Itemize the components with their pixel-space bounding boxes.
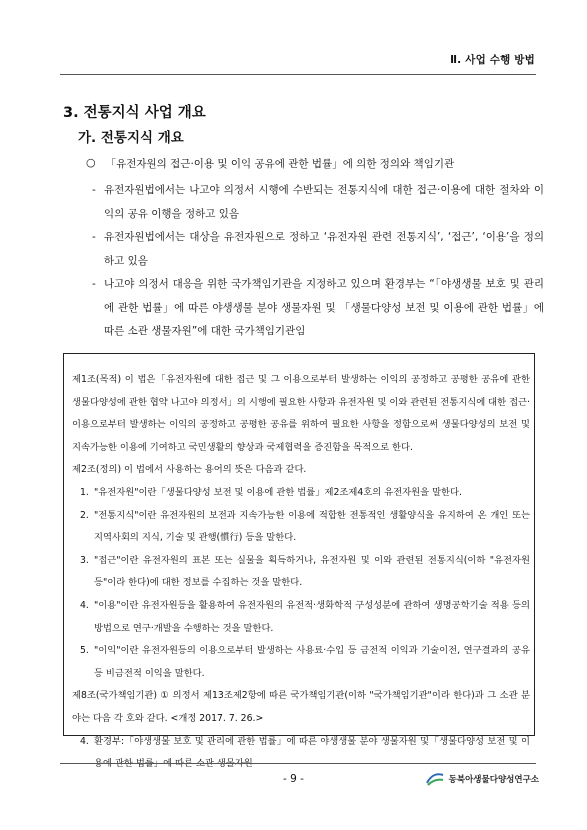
list-item [92, 179, 544, 226]
definition-number: 2. [80, 509, 89, 521]
definition-text: "접근"이란 유전자원의 표본 또는 실물을 획득하거나, 유전자원 및 이와 관련된 전통지식(이하 "유전자원등"이라 한다)에 대한 정보를 수집하는 것을 말한다. [94, 554, 530, 589]
intro-bullet [86, 156, 547, 171]
list-item [92, 226, 544, 273]
page-number: - 9 - [283, 773, 304, 785]
dash-bullet: - [92, 184, 96, 196]
org-logo-icon [425, 771, 445, 787]
article-8-item [72, 731, 530, 776]
definition-text: "이익"이란 유전자원등의 이용으로부터 발생하는 사용료·수입 등 금전적 이익과 기술이전, 연구결과의 공유 등 비금전적 이익을 말한다. [94, 645, 530, 679]
dash-list [92, 179, 544, 344]
article-2: 제2조(정의) 이 법에서 사용하는 용어의 뜻은 다음과 같다. [72, 464, 307, 476]
dash-bullet: - [92, 278, 96, 290]
definition-item [72, 505, 530, 550]
law-excerpt [72, 369, 530, 776]
definition-item [72, 482, 530, 505]
definition-number: 4. [80, 735, 89, 747]
list-item [92, 273, 544, 344]
intro-text: 「유전자원의 접근·이용 및 이익 공유에 관한 법률」에 의한 정의와 책임기관 [105, 158, 455, 170]
article-8: 제8조(국가책임기관) ① 의정서 제13조제2항에 따른 국가책임기관(이하 "국가책임기관"이라 한다)과 그 소관 분야는 다음 각 호와 같다. <개정 2017. 7. 26.> [72, 690, 530, 724]
section-heading: 3. 전통지식 사업 개요 [63, 105, 206, 121]
org-name: 동북아생물다양성연구소 [448, 775, 539, 785]
circle-bullet-icon: ○ [86, 156, 96, 169]
definition-number: 5. [80, 645, 89, 657]
list-item-text: 유전자원법에서는 대상을 유전자원으로 정하고 ‘유전자원 관련 전통지식’, ‘접근’, ‘이용’을 정의하고 있음 [104, 231, 544, 267]
article-1: 제1조(목적) 이 법은「유전자원에 대한 접근 및 그 이용으로부터 발생하는 이익의 공정하고 공평한 공유에 관한 생물다양성에 관한 협약 나고야 의정서」의 시행에 필요한 사항과 유전자원 및 이와 관련된 전통지식에 대한 접근·이용으로부터 발생하는 이익의 공정하고 공평한 공유를 위하여 필요한 사항을 정함으로써 생물다양성의 보전 및 지속가능한 이용에 기여하고 국민생활의 향상과 국제협력을 증진함을 목적으로 한다. [72, 374, 530, 453]
definition-number: 3. [80, 554, 89, 566]
subsection-heading: 가. 전통지식 개요 [78, 130, 184, 146]
definition-text: "유전자원"이란「생물다양성 보전 및 이용에 관한 법률」제2조제4호의 유전자원을 말한다. [94, 486, 462, 498]
definition-number: 4. [80, 599, 89, 611]
header-rule [60, 74, 536, 75]
list-item-text: 나고야 의정서 대응을 위한 국가책임기관을 지정하고 있으며 환경부는 “「야생생물 보호 및 관리에 관한 법률」에 따른 야생생물 분야 생물자원 및 「생물다양성 보전 및 이용에 관한 법률」에 따른 소관 생물자원”에 대한 국가책임기관임 [104, 278, 544, 337]
definition-text: "전통지식"이란 유전자원의 보전과 지속가능한 이용에 적합한 전통적인 생활양식을 유지하여 온 개인 또는 지역사회의 지식, 기술 및 관행(慣行) 등을 말한다. [94, 509, 530, 544]
footer-org [425, 771, 539, 787]
header-section-title: Ⅱ. 사업 수행 방법 [450, 54, 535, 66]
definition-item [72, 550, 530, 595]
footer-rule [60, 763, 536, 764]
definition-number: 1. [80, 486, 89, 498]
dash-bullet: - [92, 231, 96, 243]
definition-item [72, 640, 530, 685]
definition-text: 환경부:「야생생물 보호 및 관리에 관한 법률」에 따른 야생생물 분야 생물자원 및「생물다양성 보전 및 이용에 관한 법률」에 따른 소관 생물자원 [94, 735, 530, 770]
definition-item [72, 595, 530, 640]
list-item-text: 유전자원법에서는 나고야 의정서 시행에 수반되는 전통지식에 대한 접근·이용에 대한 절차와 이익의 공유 이행을 정하고 있음 [104, 184, 544, 220]
definition-text: "이용"이란 유전자원등을 활용하여 유전자원의 유전적·생화학적 구성성분에 관하여 생명공학기술 적용 등의 방법으로 연구·개발을 수행하는 것을 말한다. [94, 599, 530, 634]
